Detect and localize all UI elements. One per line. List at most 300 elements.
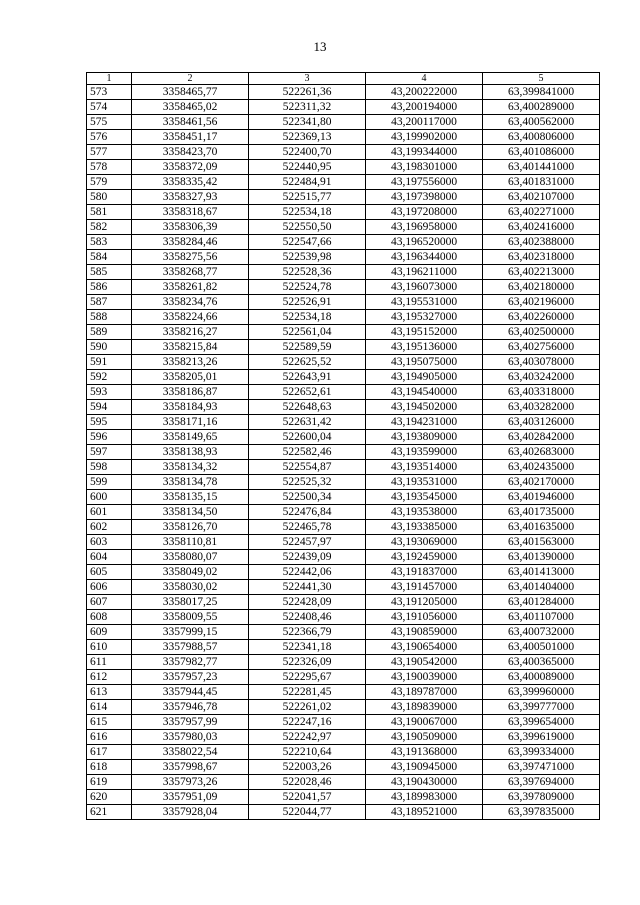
table-cell: 3358017,25 bbox=[132, 595, 249, 610]
table-cell: 3358224,66 bbox=[132, 310, 249, 325]
table-cell: 43,194502000 bbox=[366, 400, 483, 415]
table-cell: 43,199344000 bbox=[366, 145, 483, 160]
table-cell: 3358372,09 bbox=[132, 160, 249, 175]
table-cell: 63,400365000 bbox=[483, 655, 600, 670]
table-cell: 43,200194000 bbox=[366, 100, 483, 115]
table-cell: 43,198301000 bbox=[366, 160, 483, 175]
table-cell: 3357946,78 bbox=[132, 700, 249, 715]
table-row bbox=[87, 775, 600, 790]
table-cell: 522400,70 bbox=[249, 145, 366, 160]
table-cell: 522295,67 bbox=[249, 670, 366, 685]
column-header: 1 bbox=[87, 73, 132, 85]
table-cell: 621 bbox=[87, 805, 132, 820]
table-cell: 604 bbox=[87, 550, 132, 565]
table-cell: 63,403126000 bbox=[483, 415, 600, 430]
table-cell: 3358213,26 bbox=[132, 355, 249, 370]
table-cell: 522600,04 bbox=[249, 430, 366, 445]
table-cell: 620 bbox=[87, 790, 132, 805]
table-row bbox=[87, 655, 600, 670]
table-cell: 583 bbox=[87, 235, 132, 250]
table-cell: 591 bbox=[87, 355, 132, 370]
table-cell: 592 bbox=[87, 370, 132, 385]
table-cell: 607 bbox=[87, 595, 132, 610]
table-cell: 613 bbox=[87, 685, 132, 700]
table-cell: 522326,09 bbox=[249, 655, 366, 670]
table-cell: 3357973,26 bbox=[132, 775, 249, 790]
table-row bbox=[87, 295, 600, 310]
table-cell: 615 bbox=[87, 715, 132, 730]
table-row bbox=[87, 565, 600, 580]
table-cell: 43,197556000 bbox=[366, 175, 483, 190]
table-cell: 3358451,17 bbox=[132, 130, 249, 145]
table-cell: 522366,79 bbox=[249, 625, 366, 640]
table-cell: 522442,06 bbox=[249, 565, 366, 580]
table-row bbox=[87, 415, 600, 430]
table-cell: 43,200222000 bbox=[366, 85, 483, 100]
table-cell: 3358009,55 bbox=[132, 610, 249, 625]
table-cell: 614 bbox=[87, 700, 132, 715]
table-cell: 608 bbox=[87, 610, 132, 625]
table-cell: 63,401390000 bbox=[483, 550, 600, 565]
table-cell: 43,191205000 bbox=[366, 595, 483, 610]
table-row bbox=[87, 715, 600, 730]
table-cell: 3358022,54 bbox=[132, 745, 249, 760]
table-cell: 63,402756000 bbox=[483, 340, 600, 355]
table-cell: 522441,30 bbox=[249, 580, 366, 595]
table-cell: 3358205,01 bbox=[132, 370, 249, 385]
table-cell: 522515,77 bbox=[249, 190, 366, 205]
table-cell: 43,191837000 bbox=[366, 565, 483, 580]
table-cell: 43,190654000 bbox=[366, 640, 483, 655]
table-cell: 43,196344000 bbox=[366, 250, 483, 265]
table-row bbox=[87, 520, 600, 535]
table-cell: 43,194540000 bbox=[366, 385, 483, 400]
table-cell: 43,191368000 bbox=[366, 745, 483, 760]
table-cell: 522524,78 bbox=[249, 280, 366, 295]
table-cell: 63,403318000 bbox=[483, 385, 600, 400]
table-cell: 3358149,65 bbox=[132, 430, 249, 445]
table-cell: 63,399334000 bbox=[483, 745, 600, 760]
table-row bbox=[87, 595, 600, 610]
table-cell: 576 bbox=[87, 130, 132, 145]
table-cell: 597 bbox=[87, 445, 132, 460]
table-row bbox=[87, 625, 600, 640]
table-cell: 43,190859000 bbox=[366, 625, 483, 640]
table-cell: 63,401284000 bbox=[483, 595, 600, 610]
table-cell: 3358080,07 bbox=[132, 550, 249, 565]
table-cell: 43,196958000 bbox=[366, 220, 483, 235]
table-cell: 63,402500000 bbox=[483, 325, 600, 340]
table-cell: 43,195136000 bbox=[366, 340, 483, 355]
table-cell: 585 bbox=[87, 265, 132, 280]
table-cell: 596 bbox=[87, 430, 132, 445]
table-row bbox=[87, 535, 600, 550]
table-cell: 43,193538000 bbox=[366, 505, 483, 520]
table-cell: 43,193514000 bbox=[366, 460, 483, 475]
table-cell: 584 bbox=[87, 250, 132, 265]
table-cell: 3358186,87 bbox=[132, 385, 249, 400]
table-cell: 63,403242000 bbox=[483, 370, 600, 385]
table-cell: 3357982,77 bbox=[132, 655, 249, 670]
table-cell: 581 bbox=[87, 205, 132, 220]
table-cell: 63,401635000 bbox=[483, 520, 600, 535]
page-number: 13 bbox=[313, 39, 327, 54]
table-cell: 522261,02 bbox=[249, 700, 366, 715]
table-cell: 63,403078000 bbox=[483, 355, 600, 370]
table-row bbox=[87, 205, 600, 220]
table-cell: 617 bbox=[87, 745, 132, 760]
table-cell: 63,397471000 bbox=[483, 760, 600, 775]
table-row bbox=[87, 670, 600, 685]
table-cell: 522643,91 bbox=[249, 370, 366, 385]
table-cell: 3358284,46 bbox=[132, 235, 249, 250]
table-cell: 63,402435000 bbox=[483, 460, 600, 475]
table-row bbox=[87, 700, 600, 715]
table-row bbox=[87, 280, 600, 295]
table-cell: 522465,78 bbox=[249, 520, 366, 535]
table-row bbox=[87, 115, 600, 130]
table-row bbox=[87, 265, 600, 280]
table-cell: 43,197398000 bbox=[366, 190, 483, 205]
table-row bbox=[87, 475, 600, 490]
table-cell: 3358171,16 bbox=[132, 415, 249, 430]
table-cell: 618 bbox=[87, 760, 132, 775]
table-cell: 3358138,93 bbox=[132, 445, 249, 460]
table-cell: 63,400501000 bbox=[483, 640, 600, 655]
table-cell: 63,402683000 bbox=[483, 445, 600, 460]
table-cell: 43,195075000 bbox=[366, 355, 483, 370]
table-cell: 3358465,02 bbox=[132, 100, 249, 115]
table-cell: 602 bbox=[87, 520, 132, 535]
table-row bbox=[87, 190, 600, 205]
column-header: 5 bbox=[483, 73, 600, 85]
table-row bbox=[87, 250, 600, 265]
table-cell: 522341,80 bbox=[249, 115, 366, 130]
table-row bbox=[87, 325, 600, 340]
table-cell: 43,193809000 bbox=[366, 430, 483, 445]
table-row bbox=[87, 175, 600, 190]
table-cell: 610 bbox=[87, 640, 132, 655]
table-cell: 3358134,78 bbox=[132, 475, 249, 490]
table-cell: 3357951,09 bbox=[132, 790, 249, 805]
table-row bbox=[87, 745, 600, 760]
table-cell: 522589,59 bbox=[249, 340, 366, 355]
table-row bbox=[87, 370, 600, 385]
table-cell: 3358134,32 bbox=[132, 460, 249, 475]
table-cell: 63,401441000 bbox=[483, 160, 600, 175]
table-cell: 573 bbox=[87, 85, 132, 100]
table-cell: 63,399960000 bbox=[483, 685, 600, 700]
table-cell: 63,402260000 bbox=[483, 310, 600, 325]
table-row bbox=[87, 580, 600, 595]
table-cell: 3358465,77 bbox=[132, 85, 249, 100]
table-cell: 522242,97 bbox=[249, 730, 366, 745]
table-cell: 594 bbox=[87, 400, 132, 415]
table-cell: 3358049,02 bbox=[132, 565, 249, 580]
table-row bbox=[87, 805, 600, 820]
table-cell: 590 bbox=[87, 340, 132, 355]
table-cell: 611 bbox=[87, 655, 132, 670]
table-header-row bbox=[87, 73, 600, 85]
column-header: 3 bbox=[249, 73, 366, 85]
table-cell: 3358335,42 bbox=[132, 175, 249, 190]
table-cell: 522041,57 bbox=[249, 790, 366, 805]
table-cell: 3358184,93 bbox=[132, 400, 249, 415]
table-cell: 63,402180000 bbox=[483, 280, 600, 295]
table-cell: 43,190430000 bbox=[366, 775, 483, 790]
table-cell: 43,196073000 bbox=[366, 280, 483, 295]
table-cell: 599 bbox=[87, 475, 132, 490]
table-cell: 522408,46 bbox=[249, 610, 366, 625]
table-row bbox=[87, 550, 600, 565]
table-cell: 522028,46 bbox=[249, 775, 366, 790]
table-row bbox=[87, 130, 600, 145]
table-cell: 43,199902000 bbox=[366, 130, 483, 145]
table-cell: 522044,77 bbox=[249, 805, 366, 820]
table-cell: 587 bbox=[87, 295, 132, 310]
table-row bbox=[87, 85, 600, 100]
table-cell: 574 bbox=[87, 100, 132, 115]
table-cell: 43,189839000 bbox=[366, 700, 483, 715]
table-cell: 63,402170000 bbox=[483, 475, 600, 490]
table-cell: 522457,97 bbox=[249, 535, 366, 550]
table-cell: 3358215,84 bbox=[132, 340, 249, 355]
column-header: 2 bbox=[132, 73, 249, 85]
table-cell: 63,402416000 bbox=[483, 220, 600, 235]
table-cell: 522210,64 bbox=[249, 745, 366, 760]
table-cell: 43,193545000 bbox=[366, 490, 483, 505]
table-cell: 43,193531000 bbox=[366, 475, 483, 490]
table-cell: 63,402213000 bbox=[483, 265, 600, 280]
table-row bbox=[87, 220, 600, 235]
table-cell: 616 bbox=[87, 730, 132, 745]
table-cell: 522625,52 bbox=[249, 355, 366, 370]
table-cell: 522525,32 bbox=[249, 475, 366, 490]
table-cell: 3358135,15 bbox=[132, 490, 249, 505]
table-cell: 63,401107000 bbox=[483, 610, 600, 625]
table-cell: 522582,46 bbox=[249, 445, 366, 460]
table-cell: 43,189521000 bbox=[366, 805, 483, 820]
table-cell: 63,400732000 bbox=[483, 625, 600, 640]
table-cell: 43,190945000 bbox=[366, 760, 483, 775]
table-cell: 522550,50 bbox=[249, 220, 366, 235]
table-cell: 43,195531000 bbox=[366, 295, 483, 310]
table-cell: 3357928,04 bbox=[132, 805, 249, 820]
table-cell: 63,400806000 bbox=[483, 130, 600, 145]
table-cell: 43,196211000 bbox=[366, 265, 483, 280]
table-cell: 3358216,27 bbox=[132, 325, 249, 340]
table-cell: 522311,32 bbox=[249, 100, 366, 115]
table-cell: 522539,98 bbox=[249, 250, 366, 265]
table-cell: 522439,09 bbox=[249, 550, 366, 565]
table-cell: 63,399841000 bbox=[483, 85, 600, 100]
table-cell: 63,397835000 bbox=[483, 805, 600, 820]
table-cell: 63,399777000 bbox=[483, 700, 600, 715]
table-row bbox=[87, 310, 600, 325]
table-cell: 522369,13 bbox=[249, 130, 366, 145]
table-row bbox=[87, 340, 600, 355]
table-row bbox=[87, 145, 600, 160]
table-cell: 522003,26 bbox=[249, 760, 366, 775]
table-cell: 3358234,76 bbox=[132, 295, 249, 310]
table-cell: 600 bbox=[87, 490, 132, 505]
table-cell: 63,402388000 bbox=[483, 235, 600, 250]
table-cell: 522648,63 bbox=[249, 400, 366, 415]
table-cell: 63,402107000 bbox=[483, 190, 600, 205]
table-cell: 3357988,57 bbox=[132, 640, 249, 655]
table-cell: 63,402271000 bbox=[483, 205, 600, 220]
table-row bbox=[87, 100, 600, 115]
table-row bbox=[87, 730, 600, 745]
table-cell: 43,190509000 bbox=[366, 730, 483, 745]
table-cell: 43,191457000 bbox=[366, 580, 483, 595]
table-cell: 43,189983000 bbox=[366, 790, 483, 805]
table-row bbox=[87, 505, 600, 520]
table-row bbox=[87, 640, 600, 655]
table-cell: 3357980,03 bbox=[132, 730, 249, 745]
table-cell: 43,196520000 bbox=[366, 235, 483, 250]
table-cell: 43,195327000 bbox=[366, 310, 483, 325]
table-row bbox=[87, 400, 600, 415]
table-cell: 3358461,56 bbox=[132, 115, 249, 130]
table-cell: 522247,16 bbox=[249, 715, 366, 730]
table-cell: 3357957,99 bbox=[132, 715, 249, 730]
table-cell: 577 bbox=[87, 145, 132, 160]
table-cell: 43,197208000 bbox=[366, 205, 483, 220]
table-cell: 63,401413000 bbox=[483, 565, 600, 580]
table-cell: 522428,09 bbox=[249, 595, 366, 610]
table-row bbox=[87, 160, 600, 175]
table-cell: 63,400562000 bbox=[483, 115, 600, 130]
table-cell: 63,397809000 bbox=[483, 790, 600, 805]
table-cell: 619 bbox=[87, 775, 132, 790]
table-cell: 3358306,39 bbox=[132, 220, 249, 235]
table-cell: 522534,18 bbox=[249, 310, 366, 325]
table-row bbox=[87, 610, 600, 625]
table-cell: 43,190067000 bbox=[366, 715, 483, 730]
table-cell: 3357957,23 bbox=[132, 670, 249, 685]
table-cell: 63,402196000 bbox=[483, 295, 600, 310]
table-cell: 63,401086000 bbox=[483, 145, 600, 160]
table-cell: 522281,45 bbox=[249, 685, 366, 700]
table-cell: 63,402842000 bbox=[483, 430, 600, 445]
table-cell: 522554,87 bbox=[249, 460, 366, 475]
table-cell: 522526,91 bbox=[249, 295, 366, 310]
table-cell: 575 bbox=[87, 115, 132, 130]
table-cell: 522476,84 bbox=[249, 505, 366, 520]
table-cell: 63,400289000 bbox=[483, 100, 600, 115]
table-cell: 43,193069000 bbox=[366, 535, 483, 550]
table-cell: 578 bbox=[87, 160, 132, 175]
table-row bbox=[87, 235, 600, 250]
table-cell: 3358030,02 bbox=[132, 580, 249, 595]
table-cell: 3358261,82 bbox=[132, 280, 249, 295]
table-row bbox=[87, 445, 600, 460]
table-cell: 522341,18 bbox=[249, 640, 366, 655]
table-cell: 63,401831000 bbox=[483, 175, 600, 190]
table-cell: 522561,04 bbox=[249, 325, 366, 340]
table-cell: 522440,95 bbox=[249, 160, 366, 175]
table-cell: 43,194905000 bbox=[366, 370, 483, 385]
table-cell: 609 bbox=[87, 625, 132, 640]
table-cell: 63,399654000 bbox=[483, 715, 600, 730]
table-cell: 598 bbox=[87, 460, 132, 475]
table-cell: 612 bbox=[87, 670, 132, 685]
table-cell: 63,401946000 bbox=[483, 490, 600, 505]
table-cell: 3358318,67 bbox=[132, 205, 249, 220]
table-cell: 63,401404000 bbox=[483, 580, 600, 595]
table-cell: 589 bbox=[87, 325, 132, 340]
table-cell: 3358110,81 bbox=[132, 535, 249, 550]
table-cell: 582 bbox=[87, 220, 132, 235]
table-cell: 43,193385000 bbox=[366, 520, 483, 535]
table-row bbox=[87, 790, 600, 805]
table-cell: 588 bbox=[87, 310, 132, 325]
table-cell: 586 bbox=[87, 280, 132, 295]
table-cell: 3358275,56 bbox=[132, 250, 249, 265]
table-cell: 43,193599000 bbox=[366, 445, 483, 460]
table-cell: 522652,61 bbox=[249, 385, 366, 400]
table-cell: 3358423,70 bbox=[132, 145, 249, 160]
table-cell: 43,194231000 bbox=[366, 415, 483, 430]
table-cell: 43,195152000 bbox=[366, 325, 483, 340]
table-cell: 43,191056000 bbox=[366, 610, 483, 625]
table-cell: 63,400089000 bbox=[483, 670, 600, 685]
coordinates-table bbox=[86, 72, 600, 820]
table-cell: 601 bbox=[87, 505, 132, 520]
table-cell: 43,190542000 bbox=[366, 655, 483, 670]
table-cell: 43,189787000 bbox=[366, 685, 483, 700]
table-cell: 593 bbox=[87, 385, 132, 400]
table-cell: 43,192459000 bbox=[366, 550, 483, 565]
table-cell: 595 bbox=[87, 415, 132, 430]
table-row bbox=[87, 490, 600, 505]
table-cell: 603 bbox=[87, 535, 132, 550]
table-cell: 63,401735000 bbox=[483, 505, 600, 520]
table-cell: 3357998,67 bbox=[132, 760, 249, 775]
table-cell: 63,401563000 bbox=[483, 535, 600, 550]
table-cell: 43,200117000 bbox=[366, 115, 483, 130]
table-cell: 63,403282000 bbox=[483, 400, 600, 415]
table-cell: 580 bbox=[87, 190, 132, 205]
table-cell: 522547,66 bbox=[249, 235, 366, 250]
table-cell: 3357944,45 bbox=[132, 685, 249, 700]
table-cell: 522528,36 bbox=[249, 265, 366, 280]
table-cell: 605 bbox=[87, 565, 132, 580]
table-cell: 606 bbox=[87, 580, 132, 595]
table-cell: 43,190039000 bbox=[366, 670, 483, 685]
table-row bbox=[87, 385, 600, 400]
table-cell: 3358134,50 bbox=[132, 505, 249, 520]
table-cell: 522484,91 bbox=[249, 175, 366, 190]
table-cell: 522261,36 bbox=[249, 85, 366, 100]
table-cell: 63,402318000 bbox=[483, 250, 600, 265]
table-body bbox=[87, 85, 600, 820]
table-cell: 3358327,93 bbox=[132, 190, 249, 205]
table-row bbox=[87, 460, 600, 475]
table-row bbox=[87, 760, 600, 775]
table-cell: 3358126,70 bbox=[132, 520, 249, 535]
column-header: 4 bbox=[366, 73, 483, 85]
table-cell: 579 bbox=[87, 175, 132, 190]
table-cell: 522631,42 bbox=[249, 415, 366, 430]
table-row bbox=[87, 430, 600, 445]
table-row bbox=[87, 685, 600, 700]
table-cell: 3358268,77 bbox=[132, 265, 249, 280]
table-cell: 522534,18 bbox=[249, 205, 366, 220]
table-row bbox=[87, 355, 600, 370]
table-cell: 63,399619000 bbox=[483, 730, 600, 745]
